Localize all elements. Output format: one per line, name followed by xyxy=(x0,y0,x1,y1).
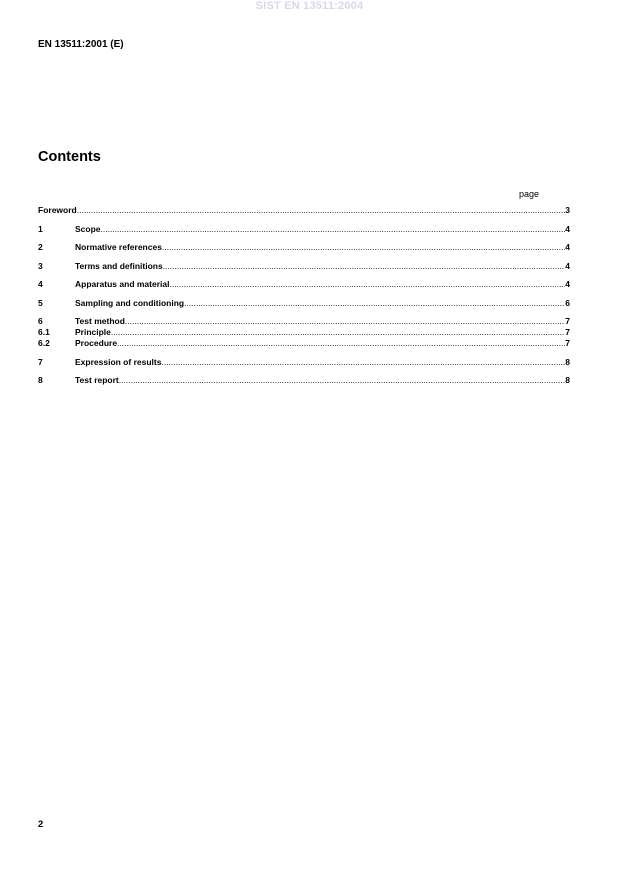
toc-leader-dots xyxy=(169,279,565,290)
toc-entry-normative-references[interactable] xyxy=(38,242,570,253)
toc-entry-title: Test method xyxy=(75,316,125,326)
toc-entry-page: 6 xyxy=(565,297,570,308)
toc-entry-page: 7 xyxy=(565,316,570,326)
toc-entry-number: 7 xyxy=(38,356,43,367)
toc-entry-terms-and-definitions[interactable] xyxy=(38,261,570,272)
toc-entry-page: 4 xyxy=(565,279,570,289)
toc-entry-number: 6 xyxy=(38,316,43,326)
toc-entry-page: 3 xyxy=(565,205,570,215)
toc-leader-dots xyxy=(163,261,566,272)
contents-heading: Contents xyxy=(38,149,101,165)
toc-entry-title: Scope xyxy=(75,223,101,234)
toc-entry-page: 8 xyxy=(565,375,570,385)
toc-entry-page: 4 xyxy=(565,260,570,271)
toc-entry-scope[interactable] xyxy=(38,224,570,235)
toc-entry-title: Test report xyxy=(75,375,119,385)
toc-entry-number: 5 xyxy=(38,297,43,308)
toc-entry-title: Principle xyxy=(75,327,111,337)
toc-leader-dots xyxy=(161,357,565,368)
toc-entry-test-report[interactable] xyxy=(38,375,570,386)
page-number: 2 xyxy=(38,819,44,830)
toc-entry-page: 7 xyxy=(565,338,570,348)
toc-leader-dots xyxy=(125,316,565,327)
toc-entry-title: Terms and definitions xyxy=(75,260,163,271)
toc-entry-page: 7 xyxy=(565,327,570,337)
toc-entry-sampling-and-conditioning[interactable] xyxy=(38,298,570,309)
toc-leader-dots xyxy=(117,338,565,349)
toc-entry-principle[interactable] xyxy=(38,327,570,338)
toc-entry-title: Normative references xyxy=(75,242,162,252)
watermark: SIST EN 13511:2004 xyxy=(255,0,364,12)
toc-leader-dots xyxy=(101,224,566,235)
page-column-label: page xyxy=(519,189,540,199)
toc-entry-apparatus-and-material[interactable] xyxy=(38,279,570,290)
toc-entry-page: 4 xyxy=(565,223,570,234)
toc-entry-number: 3 xyxy=(38,260,43,271)
toc-entry-title: Procedure xyxy=(75,338,118,348)
toc-entry-test-method[interactable] xyxy=(38,316,570,327)
toc-entry-number: 6.2 xyxy=(38,338,50,348)
toc-entry-procedure[interactable] xyxy=(38,338,570,349)
toc-entry-number: 4 xyxy=(38,279,43,289)
toc-entry-number: 6.1 xyxy=(38,327,50,337)
toc-entry-foreword[interactable] xyxy=(38,205,570,216)
toc-leader-dots xyxy=(162,242,565,253)
toc-leader-dots xyxy=(111,327,565,338)
toc-entry-page: 4 xyxy=(565,242,570,252)
toc-entry-page: 8 xyxy=(565,356,570,367)
toc-entry-title: Apparatus and material xyxy=(75,279,170,289)
toc-entry-number: 8 xyxy=(38,375,43,385)
toc-leader-dots xyxy=(77,205,566,216)
toc-leader-dots xyxy=(184,298,565,309)
toc-entry-number: 1 xyxy=(38,223,43,234)
toc-entry-expression-of-results[interactable] xyxy=(38,357,570,368)
document-identifier: EN 13511:2001 (E) xyxy=(38,39,124,50)
toc-entry-number: 2 xyxy=(38,242,43,252)
table-of-contents xyxy=(38,205,570,386)
toc-entry-title: Expression of results xyxy=(75,356,162,367)
toc-entry-title: Foreword xyxy=(38,205,77,215)
toc-leader-dots xyxy=(119,375,565,386)
toc-entry-title: Sampling and conditioning xyxy=(75,297,185,308)
